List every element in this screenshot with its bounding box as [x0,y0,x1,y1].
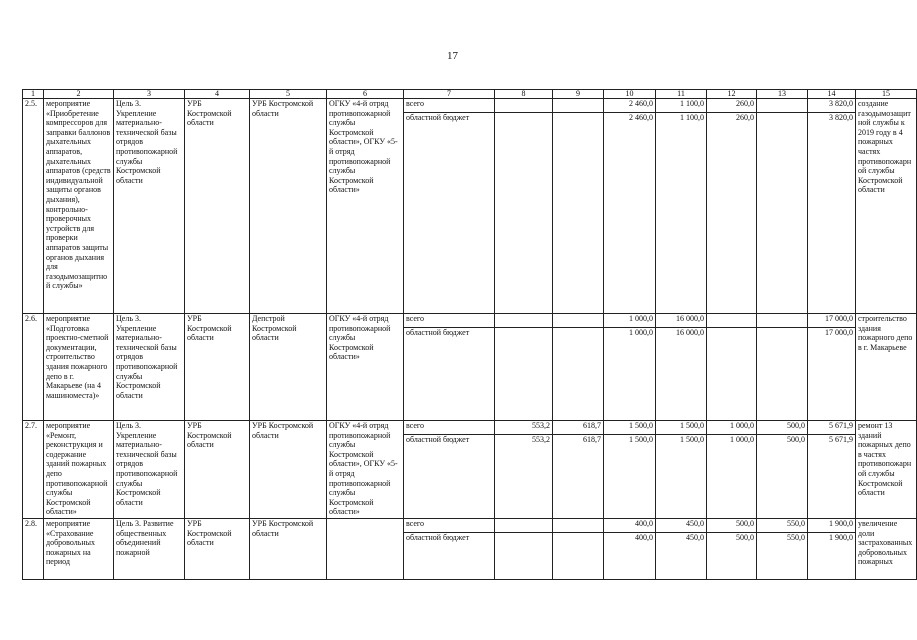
value-cell: 16 000,0 [656,314,707,328]
event-cell: мероприятие «Страхование добровольных пожарных на период [44,519,114,580]
value-cell: 5 671,9 [808,421,856,435]
value-cell: 500,0 [707,533,757,580]
value-cell: 553,2 [495,421,553,435]
coordinator-cell: УРБ Костромской области [185,99,250,314]
funding-source: всего [404,314,495,328]
value-cell: 400,0 [604,533,656,580]
value-cell: 1 000,0 [604,314,656,328]
funding-source: областной бюджет [404,435,495,519]
value-cell: 1 900,0 [808,519,856,533]
value-cell: 450,0 [656,533,707,580]
funding-source: областной бюджет [404,533,495,580]
value-cell: 5 671,9 [808,435,856,519]
value-cell: 400,0 [604,519,656,533]
value-cell [553,113,604,314]
value-cell [495,113,553,314]
value-cell: 17 000,0 [808,314,856,328]
value-cell: 16 000,0 [656,328,707,421]
program-table [22,89,917,580]
table-row [23,314,917,328]
value-cell [757,99,808,113]
col-header: 12 [707,90,757,99]
col-header: 11 [656,90,707,99]
location-cell: Депстрой Костромской области [250,314,327,421]
value-cell: 1 100,0 [656,113,707,314]
value-cell: 1 900,0 [808,533,856,580]
row-number: 2.7. [23,421,44,519]
col-header: 5 [250,90,327,99]
value-cell [553,519,604,533]
row-number: 2.8. [23,519,44,580]
col-header: 3 [114,90,185,99]
row-number: 2.6. [23,314,44,421]
value-cell [757,328,808,421]
funding-source: всего [404,519,495,533]
location-cell: УРБ Костромской области [250,519,327,580]
value-cell: 618,7 [553,435,604,519]
location-cell: УРБ Костромской области [250,99,327,314]
page-number: 17 [447,50,458,62]
value-cell [553,99,604,113]
goal-cell: Цель 3. Укрепление материально-технической базы отрядов противопожарной службы Костромской области [114,99,185,314]
value-cell: 500,0 [757,421,808,435]
event-cell: мероприятие «Ремонт, реконструкция и содержание зданий пожарных депо противопожарной службы Костромской области» [44,421,114,519]
executor-cell [327,519,404,580]
goal-cell: Цель 3. Укрепление материально-технической базы отрядов противопожарной службы Костромской области [114,421,185,519]
value-cell: 2 460,0 [604,113,656,314]
col-header: 4 [185,90,250,99]
value-cell [553,533,604,580]
value-cell [757,314,808,328]
table-row [23,421,917,435]
value-cell: 553,2 [495,435,553,519]
value-cell: 17 000,0 [808,328,856,421]
event-cell: мероприятие «Приобретение компрессоров для заправки баллонов дыхательных аппаратов, дыхательных аппаратов (средств индивидуальной защиты органов дыхания), контрольно-проверочных устройств для проверки аппаратов защиты органов дыхания для газодымозащитной службы» [44,99,114,314]
header-row [23,90,917,99]
value-cell: 550,0 [757,533,808,580]
coordinator-cell: УРБ Костромской области [185,421,250,519]
value-cell: 3 820,0 [808,99,856,113]
value-cell: 450,0 [656,519,707,533]
col-header: 1 [23,90,44,99]
value-cell: 1 000,0 [604,328,656,421]
executor-cell: ОГКУ «4-й отряд противопожарной службы Костромской области», ОГКУ «5-й отряд противопожарной службы Костромской области» [327,421,404,519]
result-cell: создание газодымозащитной службы к 2019 году в 4 пожарных частях противопожарной службы Костромской области [856,99,917,314]
value-cell: 500,0 [707,519,757,533]
col-header: 7 [404,90,495,99]
value-cell: 260,0 [707,113,757,314]
executor-cell: ОГКУ «4-й отряд противопожарной службы Костромской области», ОГКУ «5-й отряд противопожарной службы Костромской области» [327,99,404,314]
value-cell: 1 000,0 [707,421,757,435]
value-cell: 260,0 [707,99,757,113]
value-cell [495,533,553,580]
coordinator-cell: УРБ Костромской области [185,314,250,421]
col-header: 8 [495,90,553,99]
event-cell: мероприятие «Подготовка проектно-сметной документации, строительство здания пожарного депо в г. Макарьеве (на 4 машиноместа)» [44,314,114,421]
value-cell: 3 820,0 [808,113,856,314]
col-header: 6 [327,90,404,99]
goal-cell: Цель 3. Развитие общественных объединений пожарной [114,519,185,580]
col-header: 15 [856,90,917,99]
col-header: 2 [44,90,114,99]
value-cell [757,113,808,314]
value-cell: 1 100,0 [656,99,707,113]
col-header: 14 [808,90,856,99]
coordinator-cell: УРБ Костромской области [185,519,250,580]
value-cell: 1 500,0 [604,421,656,435]
funding-source: всего [404,421,495,435]
value-cell [553,328,604,421]
value-cell [495,314,553,328]
value-cell: 618,7 [553,421,604,435]
executor-cell: ОГКУ «4-й отряд противопожарной службы Костромской области» [327,314,404,421]
result-cell: строительство здания пожарного депо в г. Макарьеве [856,314,917,421]
value-cell: 500,0 [757,435,808,519]
location-cell: УРБ Костромской области [250,421,327,519]
value-cell [707,328,757,421]
funding-source: областной бюджет [404,113,495,314]
value-cell [495,328,553,421]
result-cell: ремонт 13 зданий пожарных депо в частях противопожарной службы Костромской области [856,421,917,519]
value-cell [495,99,553,113]
funding-source: всего [404,99,495,113]
table-row [23,99,917,113]
row-number: 2.5. [23,99,44,314]
value-cell: 1 500,0 [604,435,656,519]
funding-source: областной бюджет [404,328,495,421]
value-cell: 550,0 [757,519,808,533]
value-cell: 1 500,0 [656,421,707,435]
value-cell [495,519,553,533]
value-cell: 2 460,0 [604,99,656,113]
value-cell [707,314,757,328]
value-cell [553,314,604,328]
col-header: 13 [757,90,808,99]
value-cell: 1 500,0 [656,435,707,519]
goal-cell: Цель 3. Укрепление материально-технической базы отрядов противопожарной службы Костромской области [114,314,185,421]
col-header: 10 [604,90,656,99]
value-cell: 1 000,0 [707,435,757,519]
col-header: 9 [553,90,604,99]
table-row [23,519,917,533]
result-cell: увеличение доли застрахованных добровольных пожарных [856,519,917,580]
